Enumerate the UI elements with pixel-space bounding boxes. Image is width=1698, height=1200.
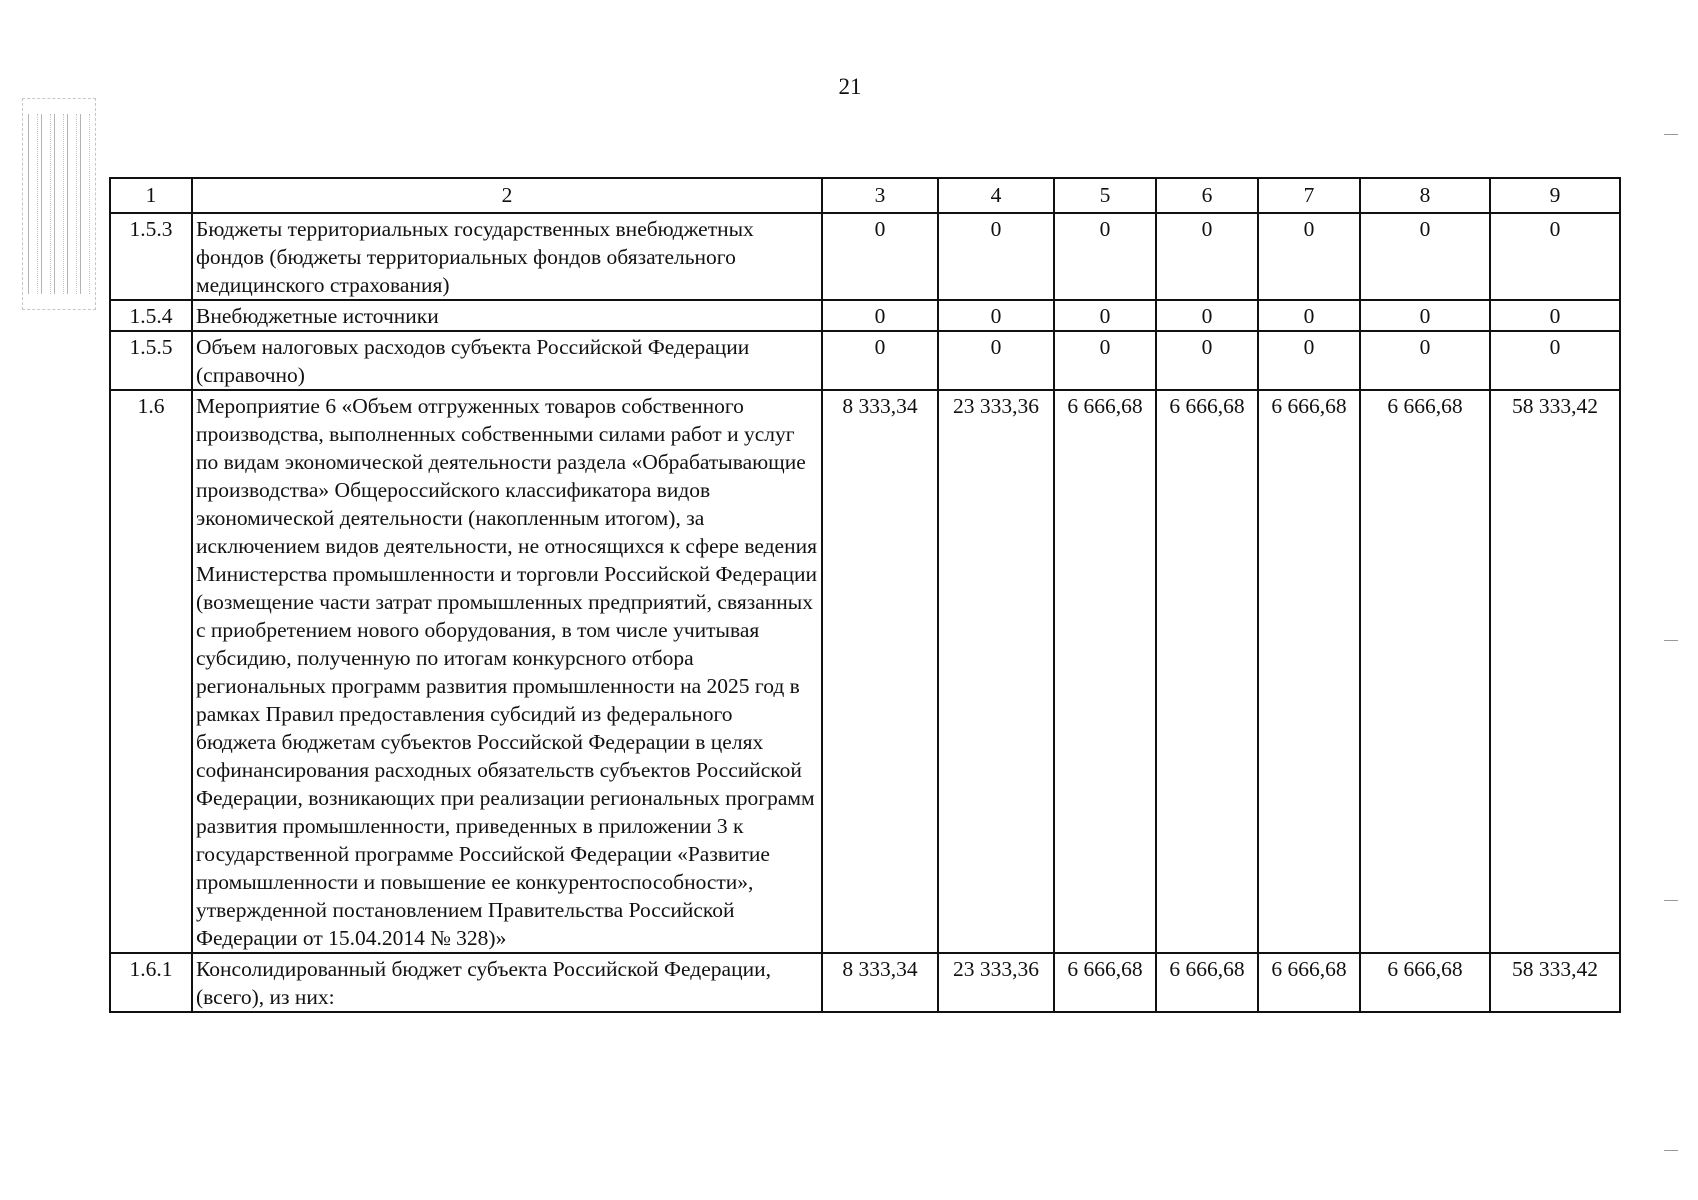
table-row: [110, 331, 1620, 390]
column-number: 3: [822, 178, 938, 213]
column-number: 1: [110, 178, 192, 213]
value-cell: 0: [822, 300, 938, 331]
value-cell: 6 666,68: [1054, 953, 1156, 1012]
value-cell: 0: [1054, 213, 1156, 300]
value-cell: 0: [938, 213, 1054, 300]
column-number: 2: [192, 178, 822, 213]
value-cell: 0: [1258, 213, 1360, 300]
value-cell: 0: [1490, 300, 1620, 331]
value-cell: 0: [1156, 331, 1258, 390]
margin-mark: [1664, 134, 1678, 135]
column-number: 6: [1156, 178, 1258, 213]
row-code: 1.5.5: [110, 331, 192, 390]
value-cell: 0: [938, 331, 1054, 390]
value-cell: 0: [1054, 331, 1156, 390]
row-code: 1.6.1: [110, 953, 192, 1012]
table-row: [110, 953, 1620, 1012]
column-number: 7: [1258, 178, 1360, 213]
row-code: 1.6: [110, 390, 192, 953]
row-description: Внебюджетные источники: [192, 300, 822, 331]
page-number: 21: [838, 74, 862, 99]
value-cell: 6 666,68: [1258, 953, 1360, 1012]
value-cell: 6 666,68: [1156, 390, 1258, 953]
value-cell: 0: [1156, 300, 1258, 331]
value-cell: 6 666,68: [1156, 953, 1258, 1012]
row-description: Консолидированный бюджет субъекта Российской Федерации, (всего), из них:: [192, 953, 822, 1012]
row-code: 1.5.3: [110, 213, 192, 300]
value-cell: 23 333,36: [938, 953, 1054, 1012]
value-cell: 0: [1156, 213, 1258, 300]
column-number: 5: [1054, 178, 1156, 213]
row-code: 1.5.4: [110, 300, 192, 331]
margin-mark: [1664, 640, 1678, 641]
value-cell: 0: [822, 331, 938, 390]
table-row: [110, 300, 1620, 331]
margin-mark: [1664, 900, 1678, 901]
value-cell: 23 333,36: [938, 390, 1054, 953]
table-row: [110, 213, 1620, 300]
value-cell: 0: [1490, 331, 1620, 390]
column-number: 8: [1360, 178, 1490, 213]
row-description: Объем налоговых расходов субъекта Российской Федерации (справочно): [192, 331, 822, 390]
table-row: [110, 390, 1620, 953]
value-cell: 0: [822, 213, 938, 300]
value-cell: 58 333,42: [1490, 953, 1620, 1012]
column-number: 9: [1490, 178, 1620, 213]
value-cell: 8 333,34: [822, 953, 938, 1012]
value-cell: 0: [1360, 331, 1490, 390]
budget-table: [109, 177, 1621, 1013]
value-cell: 6 666,68: [1054, 390, 1156, 953]
value-cell: 6 666,68: [1258, 390, 1360, 953]
value-cell: 6 666,68: [1360, 953, 1490, 1012]
stamp-text-lines: [28, 114, 90, 294]
value-cell: 0: [1258, 300, 1360, 331]
value-cell: 0: [1360, 213, 1490, 300]
margin-mark: [1664, 1150, 1678, 1151]
value-cell: 6 666,68: [1360, 390, 1490, 953]
value-cell: 0: [1360, 300, 1490, 331]
value-cell: 0: [1054, 300, 1156, 331]
value-cell: 0: [1258, 331, 1360, 390]
value-cell: 58 333,42: [1490, 390, 1620, 953]
value-cell: 0: [938, 300, 1054, 331]
row-description: Бюджеты территориальных государственных внебюджетных фондов (бюджеты территориальных фондов обязательного медицинского страхования): [192, 213, 822, 300]
value-cell: 0: [1490, 213, 1620, 300]
column-number-row: [110, 178, 1620, 213]
value-cell: 8 333,34: [822, 390, 938, 953]
ministry-stamp: [22, 98, 96, 310]
column-number: 4: [938, 178, 1054, 213]
row-description: Мероприятие 6 «Объем отгруженных товаров собственного производства, выполненных собственными силами работ и услуг по видам экономической деятельности раздела «Обрабатывающие производства» Общероссийского классификатора видов экономической деятельности (накопленным итогом), за исключением видов деятельности, не относящихся к сфере ведения Министерства промышленности и торговли Российской Федерации (возмещение части затрат промышленных предприятий, связанных с приобретением нового оборудования, в том числе учитывая субсидию, полученную по итогам конкурсного отбора региональных программ развития промышленности на 2025 год в рамках Правил предоставления субсидий из федерального бюджета бюджетам субъектов Российской Федерации в целях софинансирования расходных обязательств субъектов Российской Федерации, возникающих при реализации региональных программ развития промышленности, приведенных в приложении 3 к государственной программе Российской Федерации «Развитие промышленности и повышение ее конкурентоспособности», утвержденной постановлением Правительства Российской Федерации от 15.04.2014 № 328)»: [192, 390, 822, 953]
